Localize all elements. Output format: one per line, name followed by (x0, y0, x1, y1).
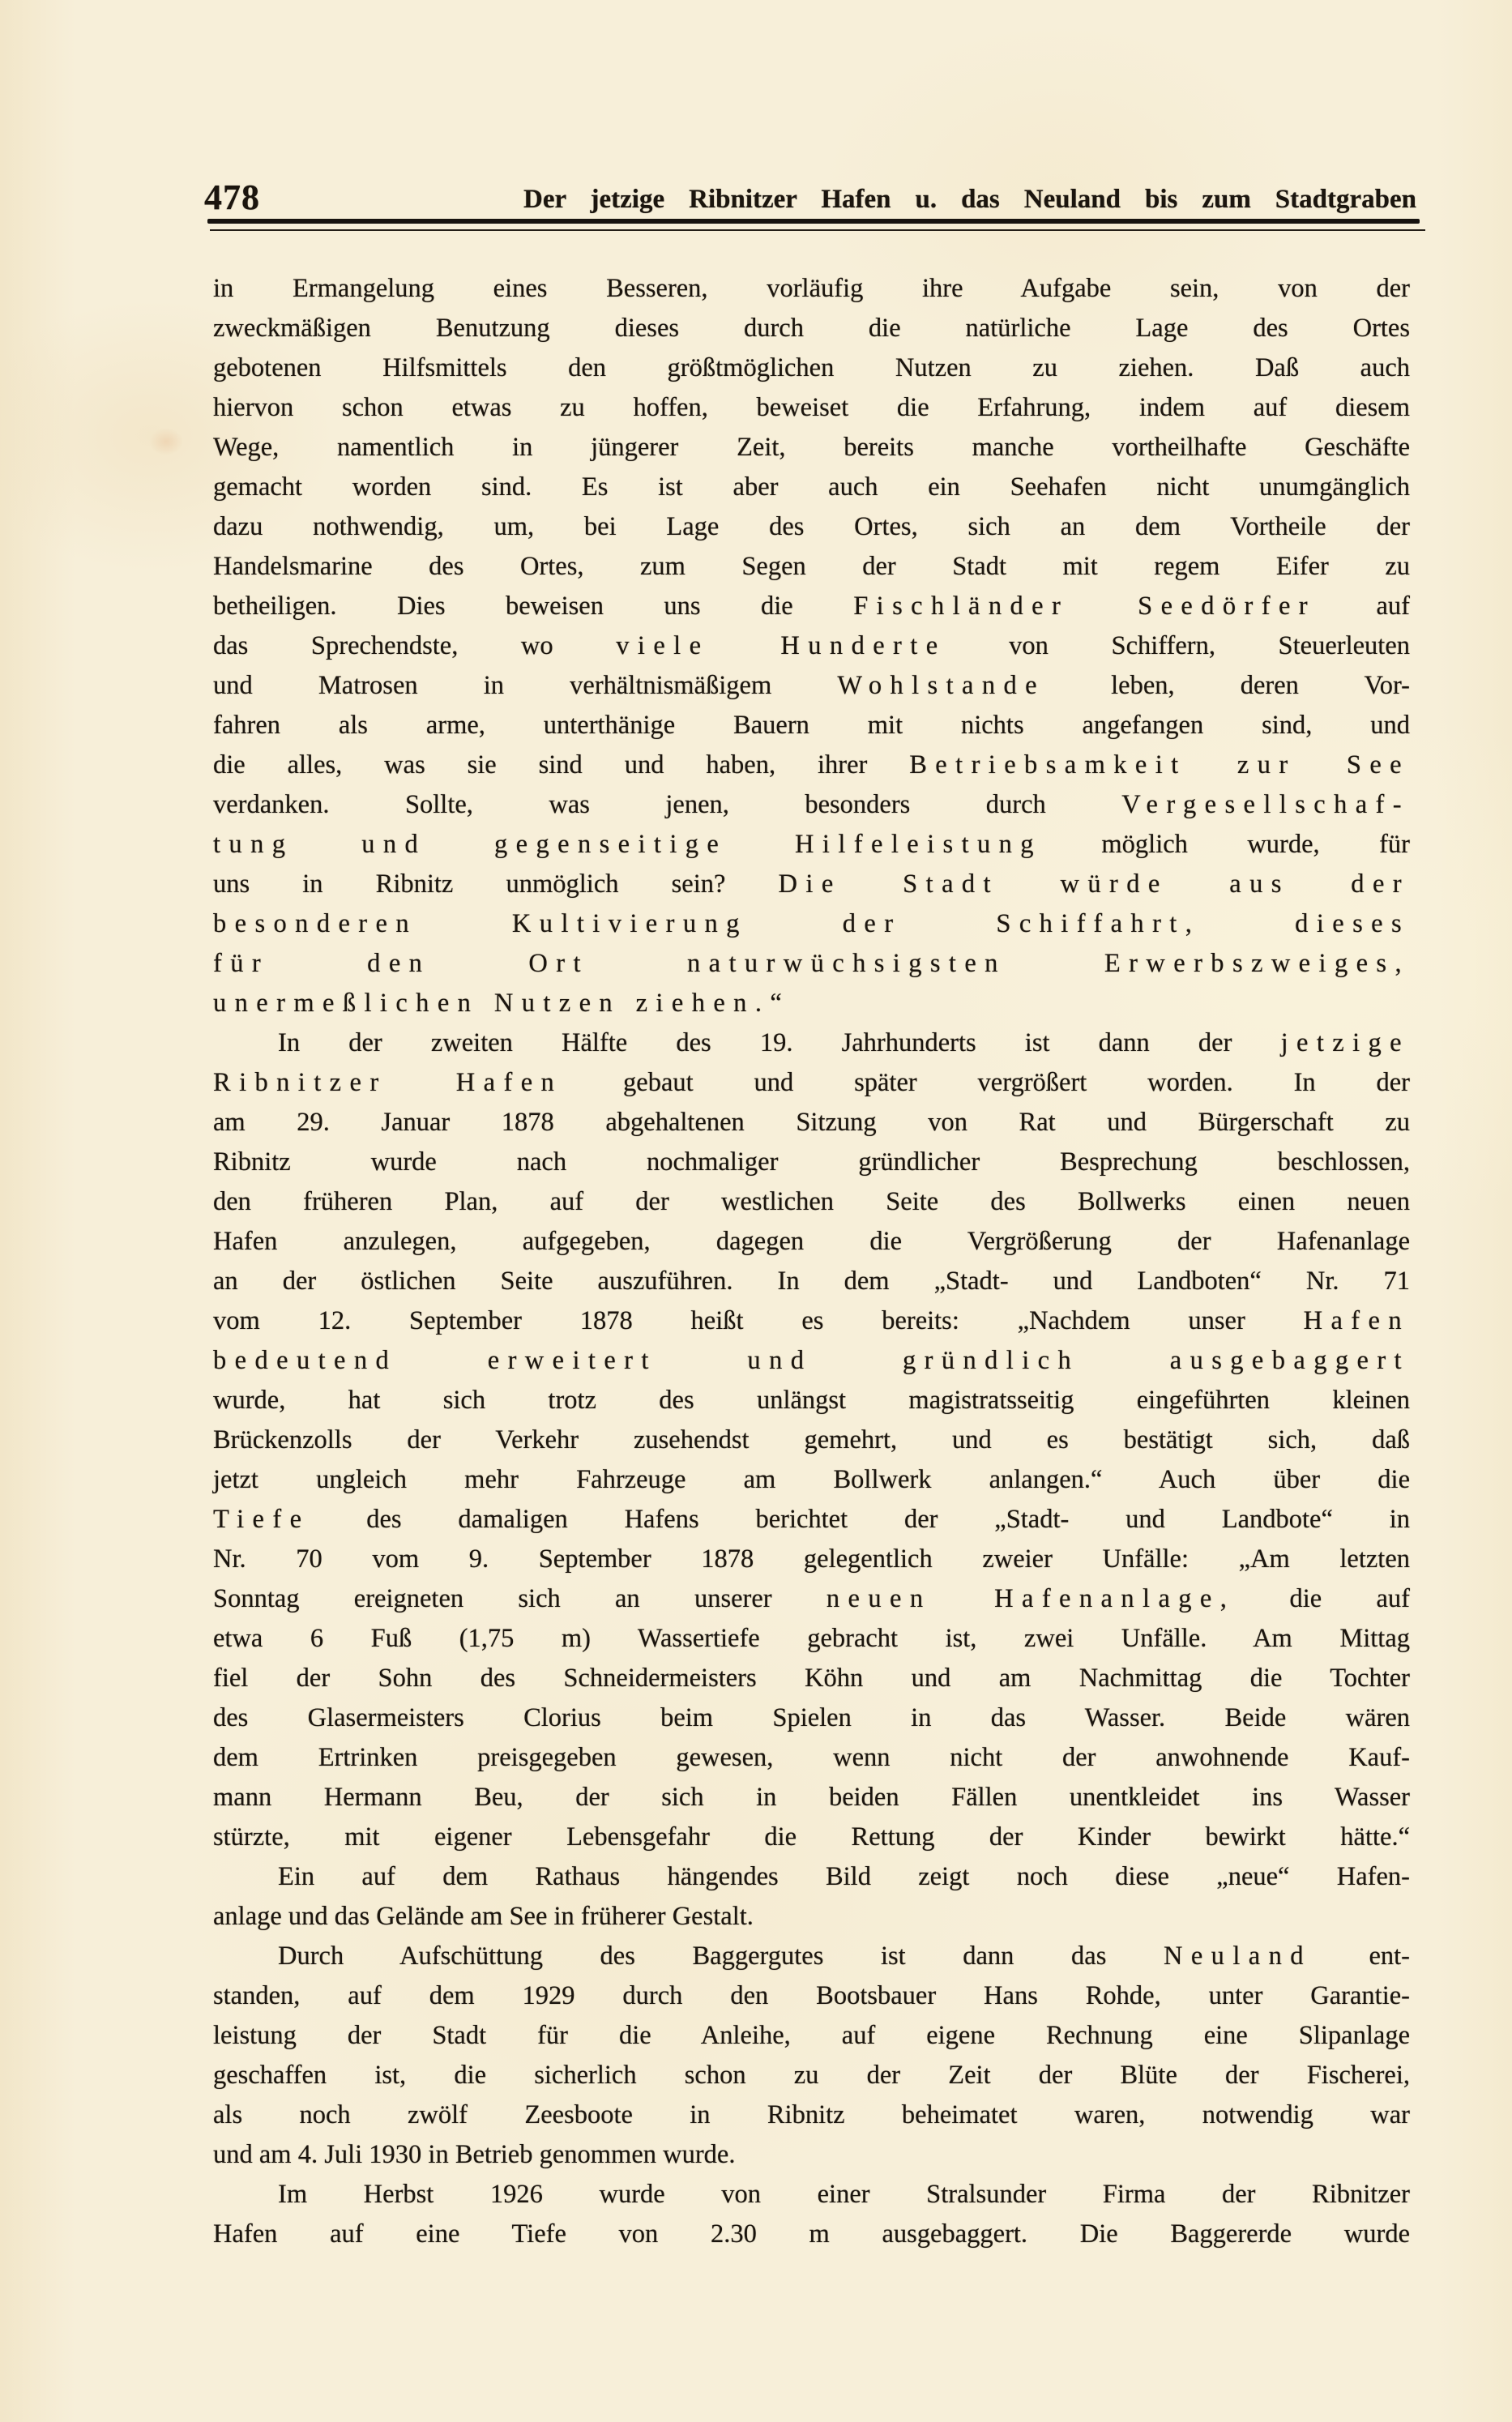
text-line: Brückenzolls der Verkehr zusehendst gemehrt, und es bestätigt sich, daß (213, 1425, 1410, 1454)
text-line: anlage und das Gelände am See in früherer Gestalt. (213, 1902, 754, 1931)
text-line: Nr. 70 vom 9. September 1878 gelegentlich zweier Unfälle: „Am letzten (213, 1544, 1410, 1574)
text-line: Wege, namentlich in jüngerer Zeit, bereits manche vortheilhafte Geschäfte (213, 433, 1410, 462)
text-line: Handelsmarine des Ortes, zum Segen der Stadt mit regem Eifer zu (213, 552, 1410, 581)
text-line: des Glasermeisters Clorius beim Spielen in das Wasser. Beide wären (213, 1703, 1410, 1732)
text-line: dazu nothwendig, um, bei Lage des Ortes, sich an dem Vortheile der (213, 512, 1410, 541)
text-line: gemacht worden sind. Es ist aber auch ein Seehafen nicht unumgänglich (213, 472, 1410, 502)
text-line: Durch Aufschüttung des Baggergutes ist dann das Neuland ent- (278, 1941, 1411, 1971)
text-line: Im Herbst 1926 wurde von einer Stralsunder Firma der Ribnitzer (278, 2180, 1410, 2209)
text-line: das Sprechendste, wo viele Hunderte von Schiffern, Steuerleuten (213, 631, 1410, 660)
text-line: betheiligen. Dies beweisen uns die Fischländer Seedörfer auf (213, 592, 1410, 621)
letterspaced-emphasis: Die Stadt würde aus der (778, 869, 1410, 899)
text-line: leistung der Stadt für die Anleihe, auf eigene Rechnung eine Slipanlage (213, 2021, 1410, 2050)
text-line (213, 984, 1410, 1023)
text-line: uns in Ribnitz unmöglich sein? Die Stadt würde aus der (213, 869, 1410, 899)
letterspaced-emphasis: besonderen Kultivierung der Schiffahrt, dieses (213, 909, 1410, 938)
text-line: vom 12. September 1878 heißt es bereits: „Nachdem unser Hafen (213, 1306, 1410, 1335)
text-line: verdanken. Sollte, was jenen, besonders durch Vergesellschaf- (213, 790, 1410, 819)
text-line: gebotenen Hilfsmittels den größtmöglichen Nutzen zu ziehen. Daß auch (213, 353, 1410, 382)
text-line: Ein auf dem Rathaus hängendes Bild zeigt noch diese „neue“ Hafen- (278, 1862, 1410, 1891)
letterspaced-emphasis: Neuland (1163, 1941, 1312, 1971)
text-line: in Ermangelung eines Besseren, vorläufig ihre Aufgabe sein, von der (213, 274, 1410, 303)
text-line: Ribnitzer Hafen gebaut und später vergrößert worden. In der (213, 1068, 1410, 1097)
text-line: hiervon schon etwas zu hoffen, beweiset die Erfahrung, indem auf diesem (213, 393, 1410, 422)
letterspaced-emphasis: bedeutend erweitert und gründlich ausgebaggert (213, 1346, 1410, 1375)
text-line: Tiefe des damaligen Hafens berichtet der „Stadt- und Landbote“ in (213, 1505, 1410, 1534)
text-line: und am 4. Juli 1930 in Betrieb genommen wurde. (213, 2140, 736, 2169)
letterspaced-emphasis: unermeßlichen Nutzen ziehen.“ (213, 989, 791, 1018)
text-line: Sonntag ereigneten sich an unserer neuen Hafenanlage, die auf (213, 1584, 1410, 1613)
text-line: mann Hermann Beu, der sich in beiden Fällen unentkleidet ins Wasser (213, 1783, 1410, 1812)
letterspaced-emphasis: Hafen (1303, 1306, 1410, 1335)
text-line: fiel der Sohn des Schneidermeisters Köhn und am Nachmittag die Tochter (213, 1664, 1410, 1693)
letterspaced-emphasis: Betriebsamkeit zur See (909, 750, 1410, 780)
letterspaced-emphasis: Vergesellschaf- (1121, 790, 1410, 819)
text-line: Hafen auf eine Tiefe von 2.30 m ausgebaggert. Die Baggererde wurde (213, 2219, 1410, 2249)
text-line: tung und gegenseitige Hilfeleistung möglich wurde, für (213, 830, 1410, 859)
text-line: zweckmäßigen Benutzung dieses durch die natürliche Lage des Ortes (213, 314, 1410, 343)
text-line: als noch zwölf Zeesboote in Ribnitz beheimatet waren, notwendig war (213, 2100, 1410, 2129)
letterspaced-emphasis: neuen Hafenanlage, (826, 1584, 1236, 1613)
text-line: standen, auf dem 1929 durch den Bootsbauer Hans Rohde, unter Garantie- (213, 1981, 1410, 2010)
page-number: 478 (204, 177, 260, 217)
text-line: geschaffen ist, die sicherlich schon zu der Zeit der Blüte der Fischerei, (213, 2061, 1410, 2090)
text-line (213, 944, 1410, 984)
text-line: etwa 6 Fuß (1,75 m) Wassertiefe gebracht ist, zwei Unfälle. Am Mittag (213, 1624, 1410, 1653)
letterspaced-emphasis: Tiefe (213, 1505, 310, 1534)
body-text (213, 269, 1410, 2254)
text-line: dem Ertrinken preisgegeben gewesen, wenn nicht der anwohnende Kauf- (213, 1743, 1410, 1772)
text-line: fahren als arme, unterthänige Bauern mit nichts angefangen sind, und (213, 711, 1410, 740)
letterspaced-emphasis: tung und gegenseitige Hilfeleistung (213, 830, 1042, 859)
letterspaced-emphasis: für den Ort naturwüchsigsten Erwerbszweiges, (213, 949, 1410, 978)
text-line: In der zweiten Hälfte des 19. Jahrhunderts ist dann der jetzige (278, 1028, 1410, 1057)
text-line: an der östlichen Seite auszuführen. In dem „Stadt- und Landboten“ Nr. 71 (213, 1267, 1410, 1296)
text-line: und Matrosen in verhältnismäßigem Wohlstande leben, deren Vor- (213, 671, 1410, 700)
text-line (213, 904, 1410, 944)
text-line: den früheren Plan, auf der westlichen Seite des Bollwerks einen neuen (213, 1187, 1410, 1216)
letterspaced-emphasis: Fischländer Seedörfer (853, 592, 1317, 621)
text-line: stürzte, mit eigener Lebensgefahr die Rettung der Kinder bewirkt hätte.“ (213, 1822, 1410, 1852)
header-rule-thin (210, 229, 1425, 231)
running-title: Der jetzige Ribnitzer Hafen u. das Neuland bis zum Stadtgraben (523, 185, 1416, 214)
text-line: jetzt ungleich mehr Fahrzeuge am Bollwerk anlangen.“ Auch über die (213, 1465, 1410, 1494)
header-rule-thick (207, 219, 1420, 224)
text-line: die alles, was sie sind und haben, ihrer Betriebsamkeit zur See (213, 750, 1410, 780)
text-line: Hafen anzulegen, aufgegeben, dagegen die Vergrößerung der Hafenanlage (213, 1227, 1410, 1256)
text-line (213, 1341, 1410, 1381)
letterspaced-emphasis: Wohlstande (837, 671, 1045, 700)
letterspaced-emphasis: jetzige (1280, 1028, 1410, 1057)
text-line: Ribnitz wurde nach nochmaliger gründlicher Besprechung beschlossen, (213, 1147, 1410, 1177)
letterspaced-emphasis: Ribnitzer Hafen (213, 1068, 563, 1097)
text-line: wurde, hat sich trotz des unlängst magistratsseitig eingeführten kleinen (213, 1386, 1410, 1415)
letterspaced-emphasis: viele Hunderte (616, 631, 946, 660)
text-line: am 29. Januar 1878 abgehaltenen Sitzung von Rat und Bürgerschaft zu (213, 1108, 1410, 1137)
